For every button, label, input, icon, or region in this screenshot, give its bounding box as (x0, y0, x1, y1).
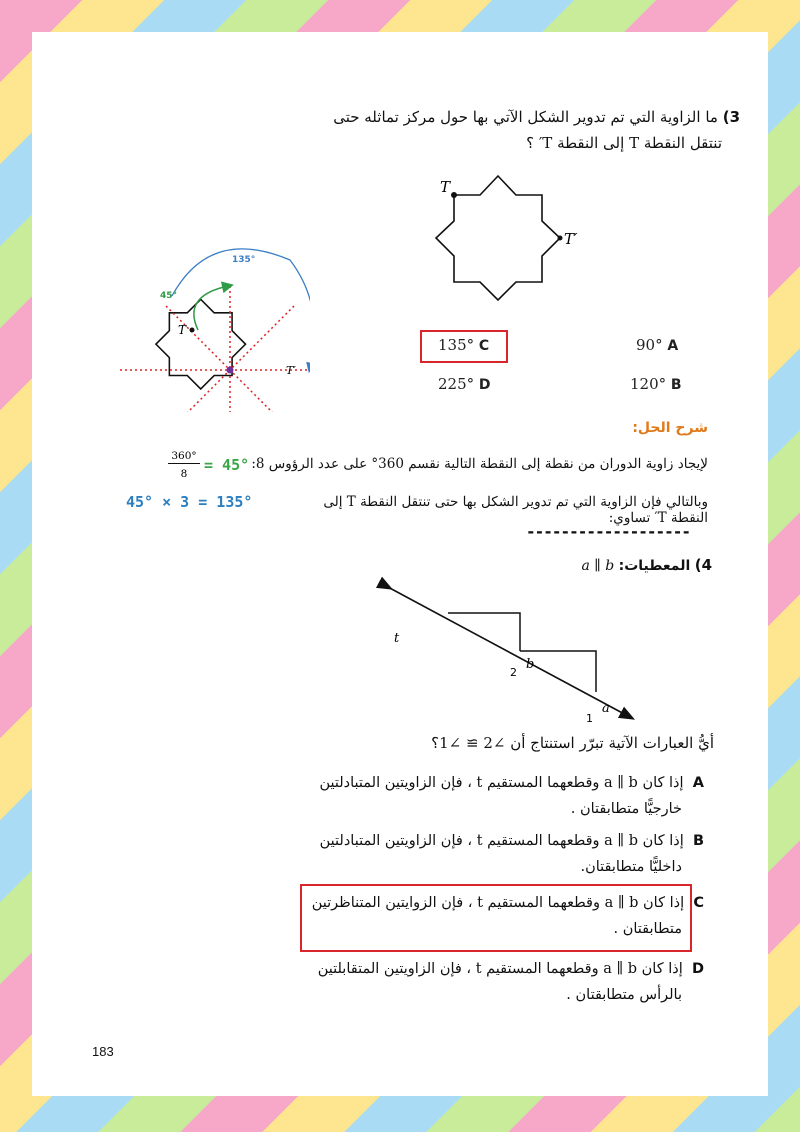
line-b-step (448, 613, 520, 651)
section-divider: ------------------- (526, 522, 691, 541)
arc-45 (194, 286, 228, 330)
choice-a-line1: إذا كان a ∥ b وقطعهما المستقيم t ، فإن الزاويتين المتبادلتين (319, 775, 684, 791)
option-b[interactable] (630, 375, 690, 393)
q4-choice-c[interactable] (272, 890, 704, 942)
page-number: 183 (92, 1044, 114, 1059)
option-a-letter: A (667, 338, 679, 354)
q4-choice-a[interactable] (272, 770, 704, 822)
choice-c-letter: C (693, 895, 704, 911)
q4-choice-d[interactable] (272, 956, 704, 1008)
fraction-result: = 45° (204, 456, 250, 474)
q4-choice-b[interactable] (272, 828, 704, 880)
angle-2-label: 2 (510, 666, 517, 679)
symmetry-lines (120, 286, 310, 412)
label-45: 45° (160, 291, 178, 301)
solution-label-t: T (178, 323, 187, 337)
solution-line2-math: 45° × 3 = 135° (126, 493, 253, 511)
q3-line1: ما الزاوية التي تم تدوير الشكل الآتي بها حول مركز تماثله حتى (333, 108, 718, 126)
solution-fraction (168, 450, 278, 486)
label-t: T (440, 178, 451, 196)
point-t (451, 192, 457, 198)
option-a[interactable] (636, 336, 686, 354)
choice-d-line1: إذا كان a ∥ b وقطعهما المستقيم t ، فإن الزاويتين المتقابلتين (317, 961, 683, 977)
option-c-value: 135° (438, 336, 475, 354)
solution-line1: لإيجاد زاوية الدوران من نقطة إلى النقطة التالية نقسم 360° على عدد الرؤوس 8: (251, 456, 708, 472)
choice-a-line2: خارجيًّا متطابقتان . (570, 801, 682, 817)
solution-star-figure (120, 216, 310, 412)
choice-d-letter: D (691, 961, 704, 977)
choice-d-line2: بالرأس متطابقتان . (566, 987, 682, 1003)
label-line-t: t (394, 631, 400, 646)
worksheet-page (32, 32, 768, 1096)
q3-star-figure (428, 172, 592, 332)
q4-given-label: المعطيات: (618, 558, 691, 574)
choice-b-line1: إذا كان a ∥ b وقطعهما المستقيم t ، فإن الزاويتين المتبادلتين (319, 833, 684, 849)
option-c[interactable] (438, 336, 497, 354)
choice-a-letter: A (692, 775, 704, 791)
solution-heading: شرح الحل: (632, 420, 708, 436)
solution-label-t-prime: T′ (286, 364, 296, 377)
option-b-value: 120° (630, 375, 667, 393)
solution-line2: وبالتالي فإن الزاوية التي تم تدوير الشكل بها حتى تنتقل النقطة T إلى النقطة T′ تساوي: (323, 494, 708, 526)
option-c-letter: C (478, 338, 490, 354)
fraction-denominator: 8 (180, 468, 188, 480)
q3-line2: تنتقل النقطة T إلى النقطة T′ ؟ (526, 134, 722, 152)
option-d-letter: D (478, 377, 491, 393)
label-line-b: b (526, 657, 535, 672)
point-t-prime (558, 236, 563, 241)
q4-given-math: a ∥ b (581, 558, 615, 574)
center-point (227, 367, 234, 374)
angle-1-label: 1 (586, 712, 593, 725)
q3-prompt (232, 104, 740, 156)
choice-b-letter: B (692, 833, 704, 849)
q4-question: أيُّ العبارات الآتية تبرّر استنتاج أن ∠2 ≅ ∠1؟ (431, 734, 714, 752)
choice-c-line2: متطابقتان . (613, 921, 682, 937)
solution-star-outline (156, 299, 246, 389)
q4-given (472, 556, 712, 574)
label-t-prime: T′ (564, 230, 578, 248)
option-b-letter: B (670, 377, 682, 393)
q3-number: 3) (722, 108, 740, 126)
label-line-a: a (602, 701, 610, 716)
option-d[interactable] (438, 375, 499, 393)
option-a-value: 90° (636, 336, 663, 354)
solution-point-t (190, 328, 195, 333)
q4-transversal-figure (372, 576, 642, 726)
choice-c-line1: إذا كان a ∥ b وقطعهما المستقيم t ، فإن الزوايتين المتناظرتين (311, 895, 685, 911)
option-d-value: 225° (438, 375, 475, 393)
choice-b-line2: داخليًّا متطابقتان. (580, 859, 682, 875)
label-135: 135° (232, 255, 256, 265)
q4-number: 4) (694, 556, 712, 574)
fraction-numerator: 360° (168, 450, 200, 464)
